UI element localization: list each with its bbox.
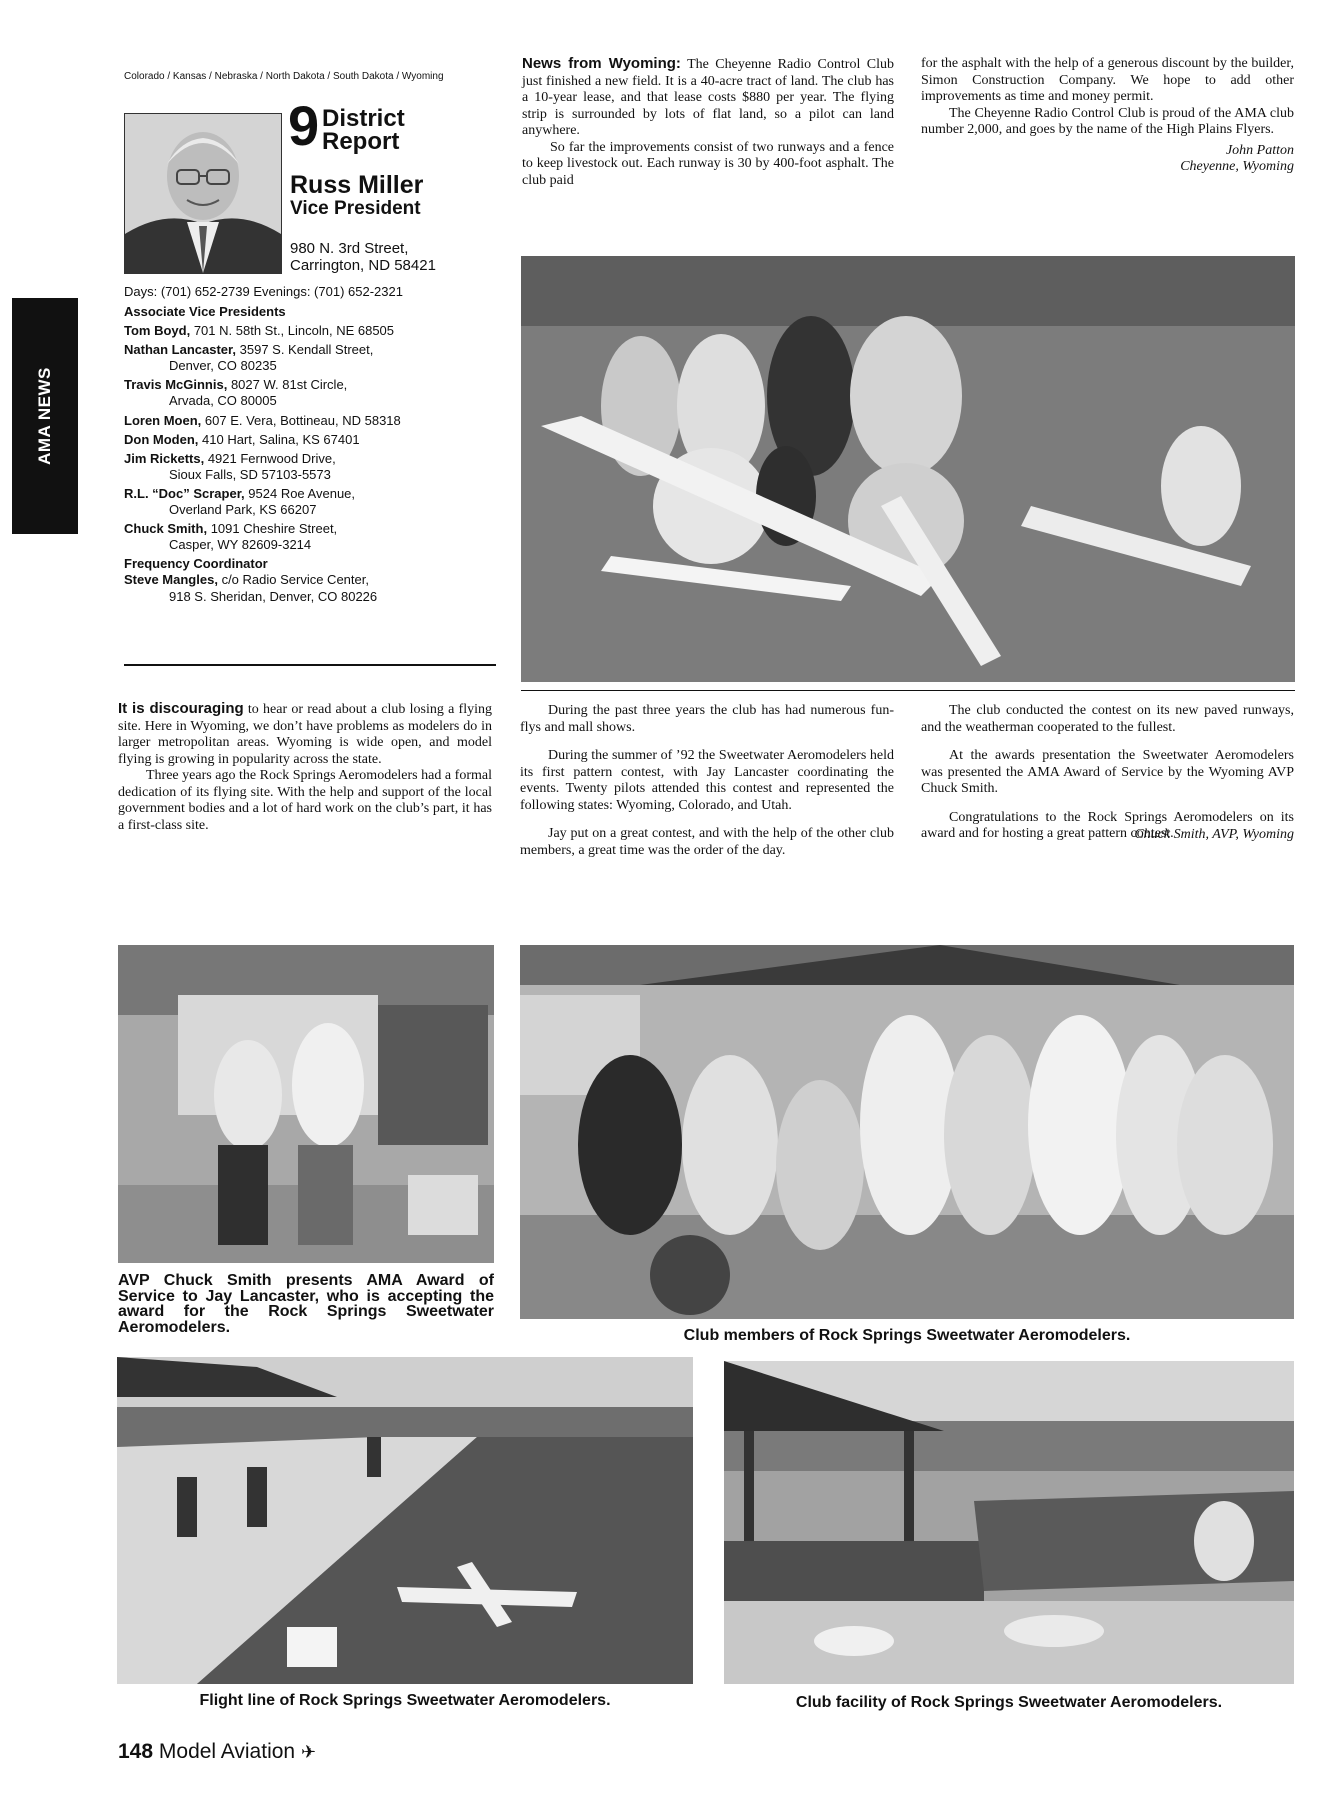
page-footer xyxy=(118,1740,316,1764)
article2-col2 xyxy=(520,703,894,859)
article-divider xyxy=(521,690,1295,691)
article1-p3: for the asphalt with the help of a generous discount by the builder, Simon Construction Company. We hope to add other improvements as time and money permit. xyxy=(921,56,1294,104)
vp-address-line1: 980 N. 3rd Street, xyxy=(290,240,409,257)
article2-p2: Three years ago the Rock Springs Aeromodelers had a formal dedication of its flying site. With the help and support of the local government bodies and a lot of hard work on the club’s part, it has a first-class site. xyxy=(118,768,492,833)
district-number: 9 xyxy=(288,94,320,157)
section-tab xyxy=(12,298,78,534)
avp-entry: Jim Ricketts, 4921 Fernwood Drive, Sioux Falls, SD 57103-5573 xyxy=(124,450,336,482)
freq-coordinator: Frequency Coordinator Steve Mangles, c/o Radio Service Center, 918 S. Sheridan, Denver, CO 80226 xyxy=(124,556,378,604)
article2-col1 xyxy=(118,701,492,834)
avp-entry: Loren Moen, 607 E. Vera, Bottineau, ND 58318 xyxy=(124,412,401,428)
article2-sig: Chuck Smith, AVP, Wyoming xyxy=(1134,826,1294,842)
district-title xyxy=(322,107,405,153)
article1-col2 xyxy=(921,56,1294,176)
article2-p7: At the awards presentation the Sweetwater Aeromodelers was presented the AMA Award of Service by the Wyoming AVP Chuck Smith. xyxy=(921,748,1294,796)
article1-col1 xyxy=(522,56,894,189)
article1-sig-name: John Patton xyxy=(1225,142,1294,158)
avp-entry: Travis McGinnis, 8027 W. 81st Circle, Arvada, CO 80005 xyxy=(124,377,348,409)
avp-entry: Chuck Smith, 1091 Cheshire Street, Casper, WY 82609-3214 xyxy=(124,521,338,553)
article1-sig-place: Cheyenne, Wyoming xyxy=(1180,159,1294,174)
magazine-name: Model Aviation xyxy=(158,1740,296,1763)
vp-phones: Days: (701) 652-2739 Evenings: (701) 652-2321 xyxy=(124,284,403,299)
page-number: 148 xyxy=(118,1740,154,1763)
club-members-photo xyxy=(520,945,1294,1319)
award-caption: AVP Chuck Smith presents AMA Award of Service to Jay Lancaster, who is accepting the award for the Rock Springs Sweetwater Aeromodelers. xyxy=(118,1272,494,1336)
section-tab-label: AMA NEWS xyxy=(35,367,54,465)
article2-p6: The club conducted the contest on its new paved runways, and the weatherman cooperated to the fullest. xyxy=(921,703,1294,735)
avp-heading: Associate Vice Presidents xyxy=(124,304,286,319)
article1-p4: The Cheyenne Radio Control Club is proud of the AMA club number 2,000, and goes by the name of the High Plains Flyers. xyxy=(921,105,1294,137)
vp-address-line2: Carrington, ND 58421 xyxy=(290,257,436,274)
flight-line-caption: Flight line of Rock Springs Sweetwater Aeromodelers. xyxy=(199,1692,611,1709)
club-facility-caption: Club facility of Rock Springs Sweetwater Aeromodelers. xyxy=(795,1694,1223,1711)
airplane-icon: ✈ xyxy=(300,1742,317,1763)
district-states: Colorado / Kansas / Nebraska / North Dakota / South Dakota / Wyoming xyxy=(124,71,444,82)
article2-p8: Congratulations to the Rock Springs Aeromodelers on its award and for hosting a great pattern contest. xyxy=(921,809,1294,841)
article2-p4: During the summer of ’92 the Sweetwater Aeromodelers held its first pattern contest, with Jay Lancaster coordinating the events. Twenty pilots attended this contest and represented the following states: Wyoming, Colorado, and Utah. xyxy=(520,748,894,813)
club-facility-photo xyxy=(724,1361,1294,1684)
article2-p1: It is discouraging to hear or read about a club losing a flying site. Here in Wyoming, we don’t have problems as modelers do in larger metropolitan areas. Wyoming is wide open, and model flying is growing in popularity across the state. xyxy=(118,700,492,767)
avp-list xyxy=(124,304,504,608)
article1-p1: News from Wyoming: The Cheyenne Radio Control Club just finished a new field. It is a 40-acre tract of land. The club has a 10-year lease, and that lease costs $880 per year. The flying strip is surrounded by lots of flat land, so a pilot can land anywhere. xyxy=(522,55,894,138)
article2-p3: During the past three years the club has had numerous fun-flys and mall shows. xyxy=(520,703,894,735)
vp-address xyxy=(290,240,436,274)
vp-title: Vice President xyxy=(290,198,421,219)
avp-entry: R.L. “Doc” Scraper, 9524 Roe Avenue, Overland Park, KS 66207 xyxy=(124,485,356,518)
article2-col3 xyxy=(921,703,1294,843)
district-title-line1: District xyxy=(322,105,405,132)
avp-entry: Tom Boyd, 701 N. 58th St., Lincoln, NE 68505 xyxy=(124,323,395,339)
district-title-line2: Report xyxy=(322,128,400,155)
vp-name: Russ Miller xyxy=(290,171,424,199)
avp-entry: Don Moden, 410 Hart, Salina, KS 67401 xyxy=(124,431,360,447)
header-divider xyxy=(124,664,496,666)
club-members-caption: Club members of Rock Springs Sweetwater Aeromodelers. xyxy=(683,1327,1131,1344)
cheyenne-club-photo xyxy=(521,256,1295,682)
vp-portrait xyxy=(124,113,282,274)
article2-p5: Jay put on a great contest, and with the help of the other club members, a great time was the order of the day. xyxy=(520,826,894,858)
award-photo xyxy=(118,945,494,1263)
article1-p2: So far the improvements consist of two runways and a fence to keep livestock out. Each runway is 30 by 400-foot asphalt. The club paid xyxy=(522,139,894,188)
flight-line-photo xyxy=(117,1357,693,1684)
avp-entry: Nathan Lancaster, 3597 S. Kendall Street, Denver, CO 80235 xyxy=(124,342,374,374)
